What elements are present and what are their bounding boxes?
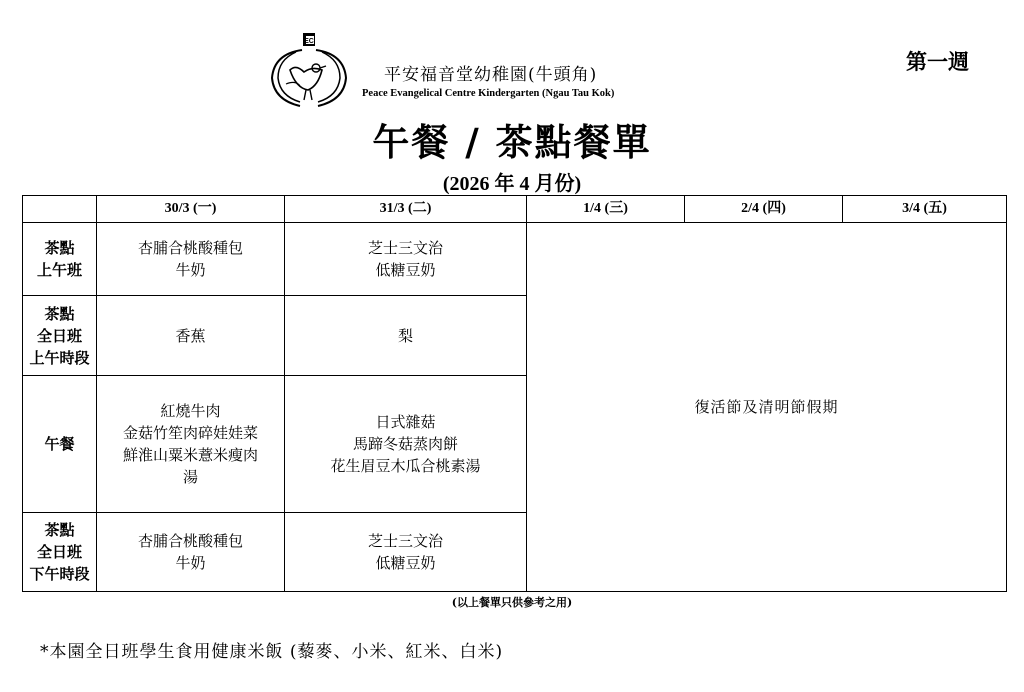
school-logo xyxy=(266,30,352,112)
menu-cell xyxy=(285,296,527,376)
menu-item: 低糖豆奶 xyxy=(375,554,436,572)
menu-item: 鮮淮山粟米薏米瘦肉 xyxy=(122,446,258,464)
school-name-english: Peace Evangelical Centre Kindergarten (Ngau Tau Kok) xyxy=(362,88,615,99)
row-label-line: 上午班 xyxy=(36,261,82,279)
table-row xyxy=(23,223,1007,296)
menu-item: 杏脯合桃酸種包 xyxy=(137,532,243,550)
row-label-line: 茶點 xyxy=(44,304,75,323)
menu-item: 芝士三文治 xyxy=(367,239,443,257)
school-name-chinese: 平安福音堂幼稚園(牛頭角) xyxy=(384,65,598,85)
menu-cell xyxy=(97,376,285,513)
menu-cell xyxy=(97,223,285,296)
column-header-mon: 30/3 (一) xyxy=(97,196,285,223)
row-label-line: 午餐 xyxy=(44,435,75,453)
row-label-line: 茶點 xyxy=(44,239,75,257)
logo-text: EC xyxy=(304,38,314,45)
table-header-row xyxy=(23,196,1007,223)
menu-item: 杏脯合桃酸種包 xyxy=(137,239,243,257)
menu-item: 湯 xyxy=(182,468,198,486)
column-header-fri: 3/4 (五) xyxy=(843,196,1007,223)
row-label-am-snack xyxy=(23,223,97,296)
page-subtitle: (2026 年 4 月份) xyxy=(442,173,582,195)
rice-footnote: *本園全日班學生食用健康米飯 (藜麥、小米、紅米、白米) xyxy=(40,642,504,662)
row-label-fullday-pm-snack xyxy=(23,513,97,592)
menu-item: 金菇竹笙肉碎娃娃菜 xyxy=(122,424,258,442)
menu-item: 牛奶 xyxy=(175,554,206,572)
row-label-line: 全日班 xyxy=(36,326,82,345)
menu-item: 梨 xyxy=(397,326,413,345)
column-header-wed: 1/4 (三) xyxy=(527,196,685,223)
row-label-line: 上午時段 xyxy=(29,348,90,367)
menu-item: 日式雜菇 xyxy=(375,413,436,431)
menu-item: 花生眉豆木瓜合桃素湯 xyxy=(330,457,481,475)
row-label-line: 全日班 xyxy=(36,543,82,561)
column-header-tue: 31/3 (二) xyxy=(285,196,527,223)
menu-item: 牛奶 xyxy=(175,261,206,279)
holiday-cell: 復活節及清明節假期 xyxy=(527,223,1007,592)
menu-table xyxy=(22,195,1007,592)
week-label: 第一週 xyxy=(906,49,969,74)
column-header-blank xyxy=(23,196,97,223)
row-label-line: 下午時段 xyxy=(29,565,90,583)
menu-cell xyxy=(285,223,527,296)
reference-note: (以上餐單只供參考之用) xyxy=(451,596,573,609)
menu-item: 香蕉 xyxy=(175,326,206,345)
row-label-lunch xyxy=(23,376,97,513)
menu-cell xyxy=(285,513,527,592)
menu-item: 低糖豆奶 xyxy=(375,261,436,279)
page-title: 午餐 / 茶點餐單 xyxy=(372,120,652,164)
menu-cell xyxy=(285,376,527,513)
column-header-thu: 2/4 (四) xyxy=(685,196,843,223)
menu-item: 馬蹄冬菇蒸肉餅 xyxy=(352,435,458,453)
menu-item: 芝士三文治 xyxy=(367,532,443,550)
menu-cell xyxy=(97,296,285,376)
row-label-fullday-am-snack xyxy=(23,296,97,376)
row-label-line: 茶點 xyxy=(44,521,75,539)
menu-item: 紅燒牛肉 xyxy=(160,402,221,420)
menu-cell xyxy=(97,513,285,592)
